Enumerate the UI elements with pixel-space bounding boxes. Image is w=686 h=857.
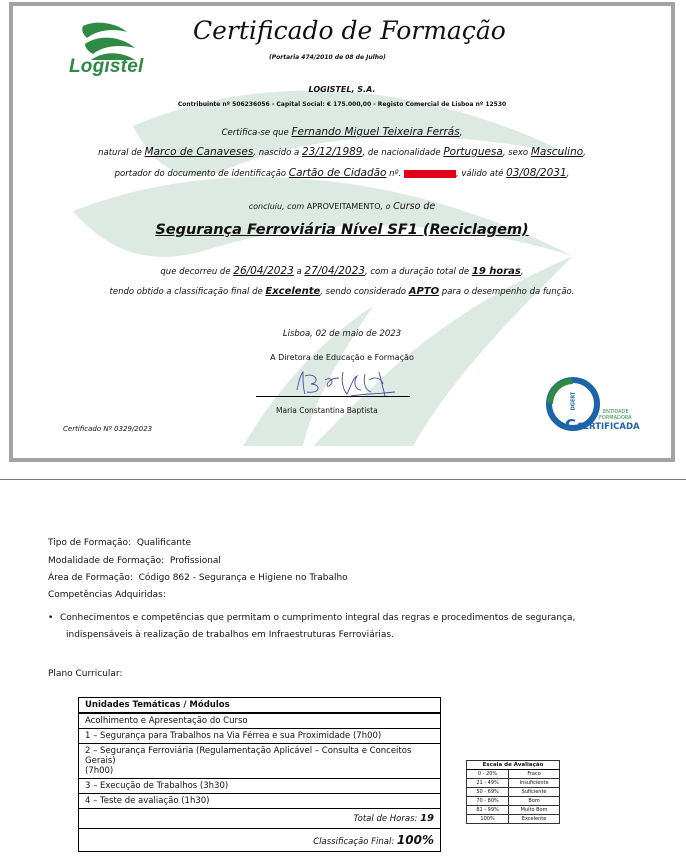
sex-prefix: , sexo bbox=[502, 148, 531, 158]
bullet-icon: • bbox=[48, 613, 54, 623]
unit-row bbox=[79, 744, 441, 779]
units-table bbox=[78, 697, 441, 852]
dgert-big-c: C bbox=[565, 416, 577, 434]
duration: 19 horas bbox=[471, 266, 521, 277]
grade-line bbox=[13, 286, 671, 297]
nationality: Portuguesa bbox=[443, 146, 503, 158]
document-valid-date: 03/08/2031 bbox=[506, 167, 567, 179]
logistel-logo bbox=[65, 18, 157, 76]
final-classification-label: Classificação Final: bbox=[313, 837, 395, 847]
unit-row-line: (7h00) bbox=[85, 766, 114, 776]
logo-text: Logistel bbox=[69, 56, 144, 77]
dates-line bbox=[13, 265, 671, 277]
dates-line-end: , bbox=[520, 267, 524, 277]
total-hours-label: Total de Horas: bbox=[353, 814, 418, 824]
completion-prefix: concluiu, com bbox=[248, 202, 307, 211]
modality-row bbox=[48, 556, 221, 566]
nationality-prefix: , de nacionalidade bbox=[362, 148, 444, 158]
birthplace-prefix: natural de bbox=[98, 148, 145, 158]
approval-status: APROVEITAMENTO bbox=[306, 202, 381, 211]
director-title: A Diretora de Educação e Formação bbox=[270, 353, 414, 362]
scale-title: Escala de Avaliação bbox=[467, 761, 560, 770]
scale-label: Muito Bom bbox=[509, 806, 560, 815]
company-registry: Contribuinte nº 506236056 - Capital Social: € 175.000,00 - Registo Comercial de Lisboa nº 12530 bbox=[177, 101, 507, 108]
birth-line-end: , bbox=[583, 148, 586, 158]
birthdate-prefix: , nascido a bbox=[253, 148, 302, 158]
final-grade: Excelente bbox=[265, 286, 321, 297]
document-line bbox=[13, 167, 671, 179]
result: APTO bbox=[408, 286, 440, 297]
result-suffix: para o desempenho da função. bbox=[439, 287, 575, 297]
scale-range: 70 - 80% bbox=[467, 797, 509, 806]
scale-range: 21 - 49% bbox=[467, 779, 509, 788]
course-label: Curso de bbox=[393, 201, 436, 212]
modality-label: Modalidade de Formação: bbox=[48, 556, 165, 566]
certify-suffix: , bbox=[459, 128, 463, 138]
document-number-label: nº. bbox=[386, 169, 404, 179]
scale-label: Fraco bbox=[509, 770, 560, 779]
evaluation-scale-table bbox=[466, 760, 560, 824]
company-name: LOGISTEL, S.A. bbox=[308, 85, 376, 94]
area-row bbox=[48, 573, 348, 583]
scale-range: 0 - 20% bbox=[467, 770, 509, 779]
completion-joiner: , o bbox=[380, 202, 394, 211]
area-value: Código 862 - Segurança e Higiene no Trabalho bbox=[138, 573, 348, 583]
training-type-label: Tipo de Formação: bbox=[48, 538, 132, 548]
dgert-line1: ENTIDADE bbox=[603, 409, 629, 415]
grade-prefix: tendo obtido a classificação final de bbox=[109, 287, 266, 297]
certificate-title: Certificado de Formação bbox=[193, 16, 506, 45]
final-classification-value: 100% bbox=[396, 833, 434, 847]
scale-range: 50 - 69% bbox=[467, 788, 509, 797]
scale-range: 100% bbox=[467, 815, 509, 824]
signatory-name: Maria Constantina Baptista bbox=[276, 406, 378, 415]
birthplace: Marco de Canaveses bbox=[144, 146, 254, 158]
place-date: Lisboa, 02 de maio de 2023 bbox=[282, 329, 402, 339]
duration-prefix: , com a duração total de bbox=[364, 267, 472, 277]
training-type-row bbox=[48, 538, 191, 548]
document-line-end: , bbox=[566, 169, 570, 179]
competencies-text-1: Conhecimentos e competências que permitam o cumprimento integral das regras e procedimentos de segurança, bbox=[60, 613, 576, 623]
dgert-vertical-label: DGERT bbox=[570, 391, 577, 411]
dates-prefix: que decorreu de bbox=[160, 267, 234, 277]
course-name: Segurança Ferroviária Nível SF1 (Reciclagem) bbox=[155, 222, 529, 238]
unit-row: 1 – Segurança para Trabalhos na Via Férrea e sua Proximidade (7h00) bbox=[79, 729, 441, 744]
valid-until-label: , válido até bbox=[455, 169, 507, 179]
birth-line bbox=[13, 146, 671, 158]
dgert-line3: CERTIFICADA bbox=[577, 422, 640, 432]
certify-line bbox=[13, 126, 671, 138]
document-type: Cartão de Cidadão bbox=[288, 167, 387, 179]
units-table-header: Unidades Temáticas / Módulos bbox=[79, 698, 441, 714]
competencies-text-2: indispensáveis à realização de trabalhos em Infraestruturas Ferroviárias. bbox=[66, 630, 394, 640]
area-label: Área de Formação: bbox=[48, 573, 133, 583]
completion-line bbox=[13, 201, 671, 212]
certificate-frame bbox=[9, 2, 675, 462]
certify-prefix: Certifica-se que bbox=[221, 128, 292, 138]
redacted-document-number bbox=[404, 170, 456, 178]
trainee-name: Fernando Miguel Teixeira Ferrás bbox=[291, 126, 460, 138]
dates-joiner: a bbox=[293, 267, 305, 277]
training-type-value: Qualificante bbox=[136, 538, 192, 548]
signature bbox=[291, 366, 401, 400]
unit-row: 3 – Execução de Trabalhos (3h30) bbox=[79, 779, 441, 794]
end-date: 27/04/2023 bbox=[304, 265, 365, 277]
document-prefix: portador do documento de identificação bbox=[114, 169, 289, 179]
unit-row-line: 2 – Segurança Ferroviária (Regulamentação Aplicável – Consulta e Conceitos Gerais) bbox=[85, 746, 412, 766]
unit-row: 4 – Teste de avaliação (1h30) bbox=[79, 794, 441, 809]
signature-line bbox=[256, 396, 410, 397]
scale-range: 81 - 99% bbox=[467, 806, 509, 815]
total-hours-value: 19 bbox=[420, 813, 434, 824]
page-separator bbox=[0, 479, 686, 480]
scale-label: Excelente bbox=[509, 815, 560, 824]
certificate-number: Certificado Nº 0329/2023 bbox=[63, 425, 153, 433]
portaria-subtitle: (Portaria 474/2010 de 08 de Julho) bbox=[269, 54, 386, 61]
total-hours-cell bbox=[79, 809, 441, 829]
final-classification-cell bbox=[79, 829, 441, 852]
scale-label: Suficiente bbox=[509, 788, 560, 797]
competencies-item bbox=[48, 613, 575, 623]
birthdate: 23/12/1989 bbox=[301, 146, 363, 158]
scale-label: Bom bbox=[509, 797, 560, 806]
dgert-line2: FORMADORA bbox=[599, 415, 632, 421]
start-date: 26/04/2023 bbox=[233, 265, 294, 277]
scale-label: Insuficiente bbox=[509, 779, 560, 788]
sex: Masculino bbox=[530, 146, 584, 158]
curriculum-label: Plano Curricular: bbox=[48, 669, 123, 679]
unit-row: Acolhimento e Apresentação do Curso bbox=[79, 713, 441, 729]
modality-value: Profissional bbox=[169, 556, 221, 566]
dgert-seal bbox=[541, 372, 640, 438]
competencies-label: Competências Adquiridas: bbox=[48, 590, 166, 600]
result-prefix: , sendo considerado bbox=[320, 287, 409, 297]
